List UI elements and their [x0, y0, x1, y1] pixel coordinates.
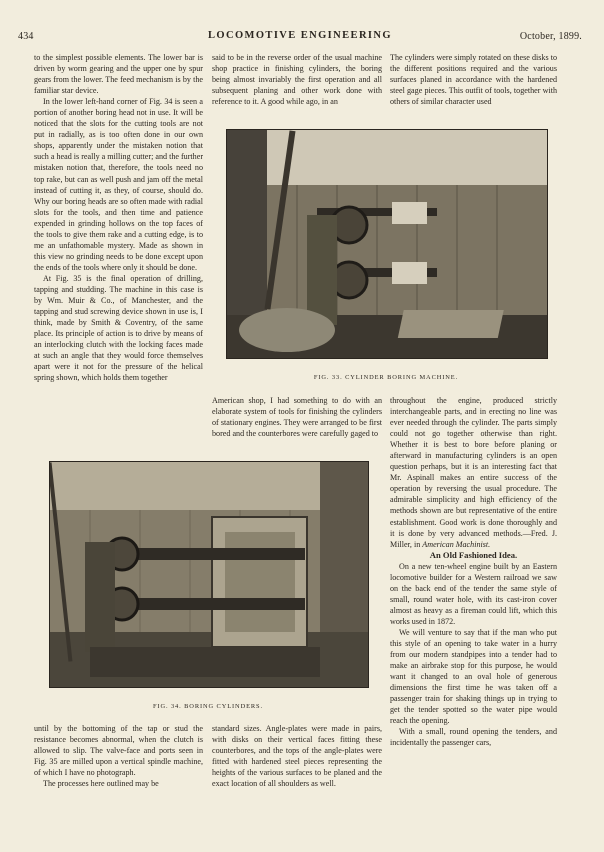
column-3-middle	[390, 395, 557, 749]
page-number: 434	[18, 31, 34, 42]
paragraph: standard sizes. Angle-plates were made in pairs, with disks on their vertical faces fitting these counterbores, and the tops of the angle-plates were fitted with hardened steel pieces representing the heights of the various surfaces to be planed and the exact location of all shoulders as well.	[212, 724, 382, 789]
paragraph: With a small, round opening the tenders, and incidentally the passenger cars,	[390, 727, 557, 748]
figure-33-caption: FIG. 33. CYLINDER BORING MACHINE.	[313, 374, 459, 381]
column-1-bottom	[34, 723, 203, 789]
paragraph	[390, 395, 557, 550]
issue-date: October, 1899.	[519, 31, 582, 42]
paragraph-text: throughout the engine, produced strictly interchangeable parts, and in erecting no line was ever needed through the cylinder. The parts simply could not go together otherwise than right. Whether it is best to bore before planing or afterward in manufacturing cylinders is an open question perhaps, but it is an interesting fact that Mr. Aspinall makes an entire success of the operation by reversing the usual procedure. The admirable simplicity and high efficiency of the methods shown are but representative of the entire establishment. Good work is done thoroughly and it is done by very advanced methods.—Fred. J. Miller, in	[390, 396, 557, 549]
column-2-bottom	[212, 723, 382, 789]
subheading: An Old Fashioned Idea.	[429, 549, 518, 560]
paragraph: We will venture to say that if the man who put this style of an opening to take water in a hurry from our modern standpipes into a tender had to make an airbrake stop for this purpose, he would want it changed to an oval hole of generous dimensions the first time he was taken off a passenger train for shaking things up in trying to get the tender spotted so the water pipe would reach the opening.	[390, 627, 557, 726]
paragraph: The cylinders were simply rotated on these disks to the different positions required and the various surfaces planed in accordance with the hardened steel gage pieces. This outfit of tools, together with others of similar character used	[390, 53, 557, 107]
paragraph: In the lower left-hand corner of Fig. 34 is seen a portion of another boring head not in use. It will be noticed that the slots for the cutting tools are not put in radially, as is too often done in our own shops, apparently under the mistaken notion that such a head is really a milling cutter; and the further mistaken notion that, therefore, the tools need no top rake, but can as well push and jam off the metal instead of cutting it, as they, of course, should do. Why our boring heads are so often made with radial slots for the tools, and then time and patience expended in grinding hollows on the top faces of the tools to give them rake and a cutting edge, is to me an unfathomable mystery. Made as shown in this view no grinding needs to be done except upon the ends of the tools where only it should be done.	[34, 97, 204, 272]
column-2-top	[212, 52, 382, 107]
paragraph: until by the bottoming of the tap or stud the resistance becomes abnormal, when the clutch is allowed to slip. The valve-face and ports seen in Fig. 35 are milled upon a vertical spindle machine, of which I have no photograph.	[34, 724, 203, 778]
journal-title: LOCOMOTIVE ENGINEERING	[208, 30, 392, 41]
figure-34-caption: FIG. 34. BORING CYLINDERS.	[152, 703, 264, 710]
cylinder-boring-machine-illustration	[227, 130, 547, 358]
paragraph: At Fig. 35 is the final operation of drilling, tapping and studding. The machine in this case is by Wm. Muir & Co., of Manchester, and the tapping and stud screwing device shown in use is, I think, made by Smith & Coventry, of the same place. Its principle of action is to drive by means of an interlocking clutch with the locking faces made at such an angle that they would force themselves apart were it not for the pressure of the helical spring shown, which holds them together	[34, 273, 203, 383]
boring-cylinders-illustration	[50, 462, 368, 687]
paragraph: to the simplest possible elements. The lower bar is driven by worm gearing and the upper one by spur gears from the lower. The feed mechanism is by the familiar star device.	[34, 53, 203, 96]
column-1-top	[34, 52, 203, 383]
paragraph: said to be in the reverse order of the usual machine shop practice in finishing cylinders, the boring being almost invariably the first operation and all subsequent planing and other work done with reference to it. A good while ago, in an	[212, 53, 382, 107]
source-citation: American Machinist.	[422, 539, 491, 549]
page-header	[18, 30, 582, 44]
figure-34-photo	[49, 461, 369, 688]
column-2-middle	[212, 395, 382, 439]
column-3-top	[390, 52, 557, 107]
paragraph: American shop, I had something to do with an elaborate system of tools for finishing the cylinders of stationary engines. They were arranged to be first bored and the counterbores were carefully gaged to	[212, 396, 382, 439]
figure-33-photo	[226, 129, 548, 359]
paragraph: On a new ten-wheel engine built by an Eastern locomotive builder for a Western railroad we saw on the back end of the tender the same style of small, round water hole, with its cast-iron cover almost as heavy as a fireman could lift, which this works used in 1872.	[390, 561, 557, 626]
paragraph: The processes here outlined may be	[43, 779, 159, 789]
